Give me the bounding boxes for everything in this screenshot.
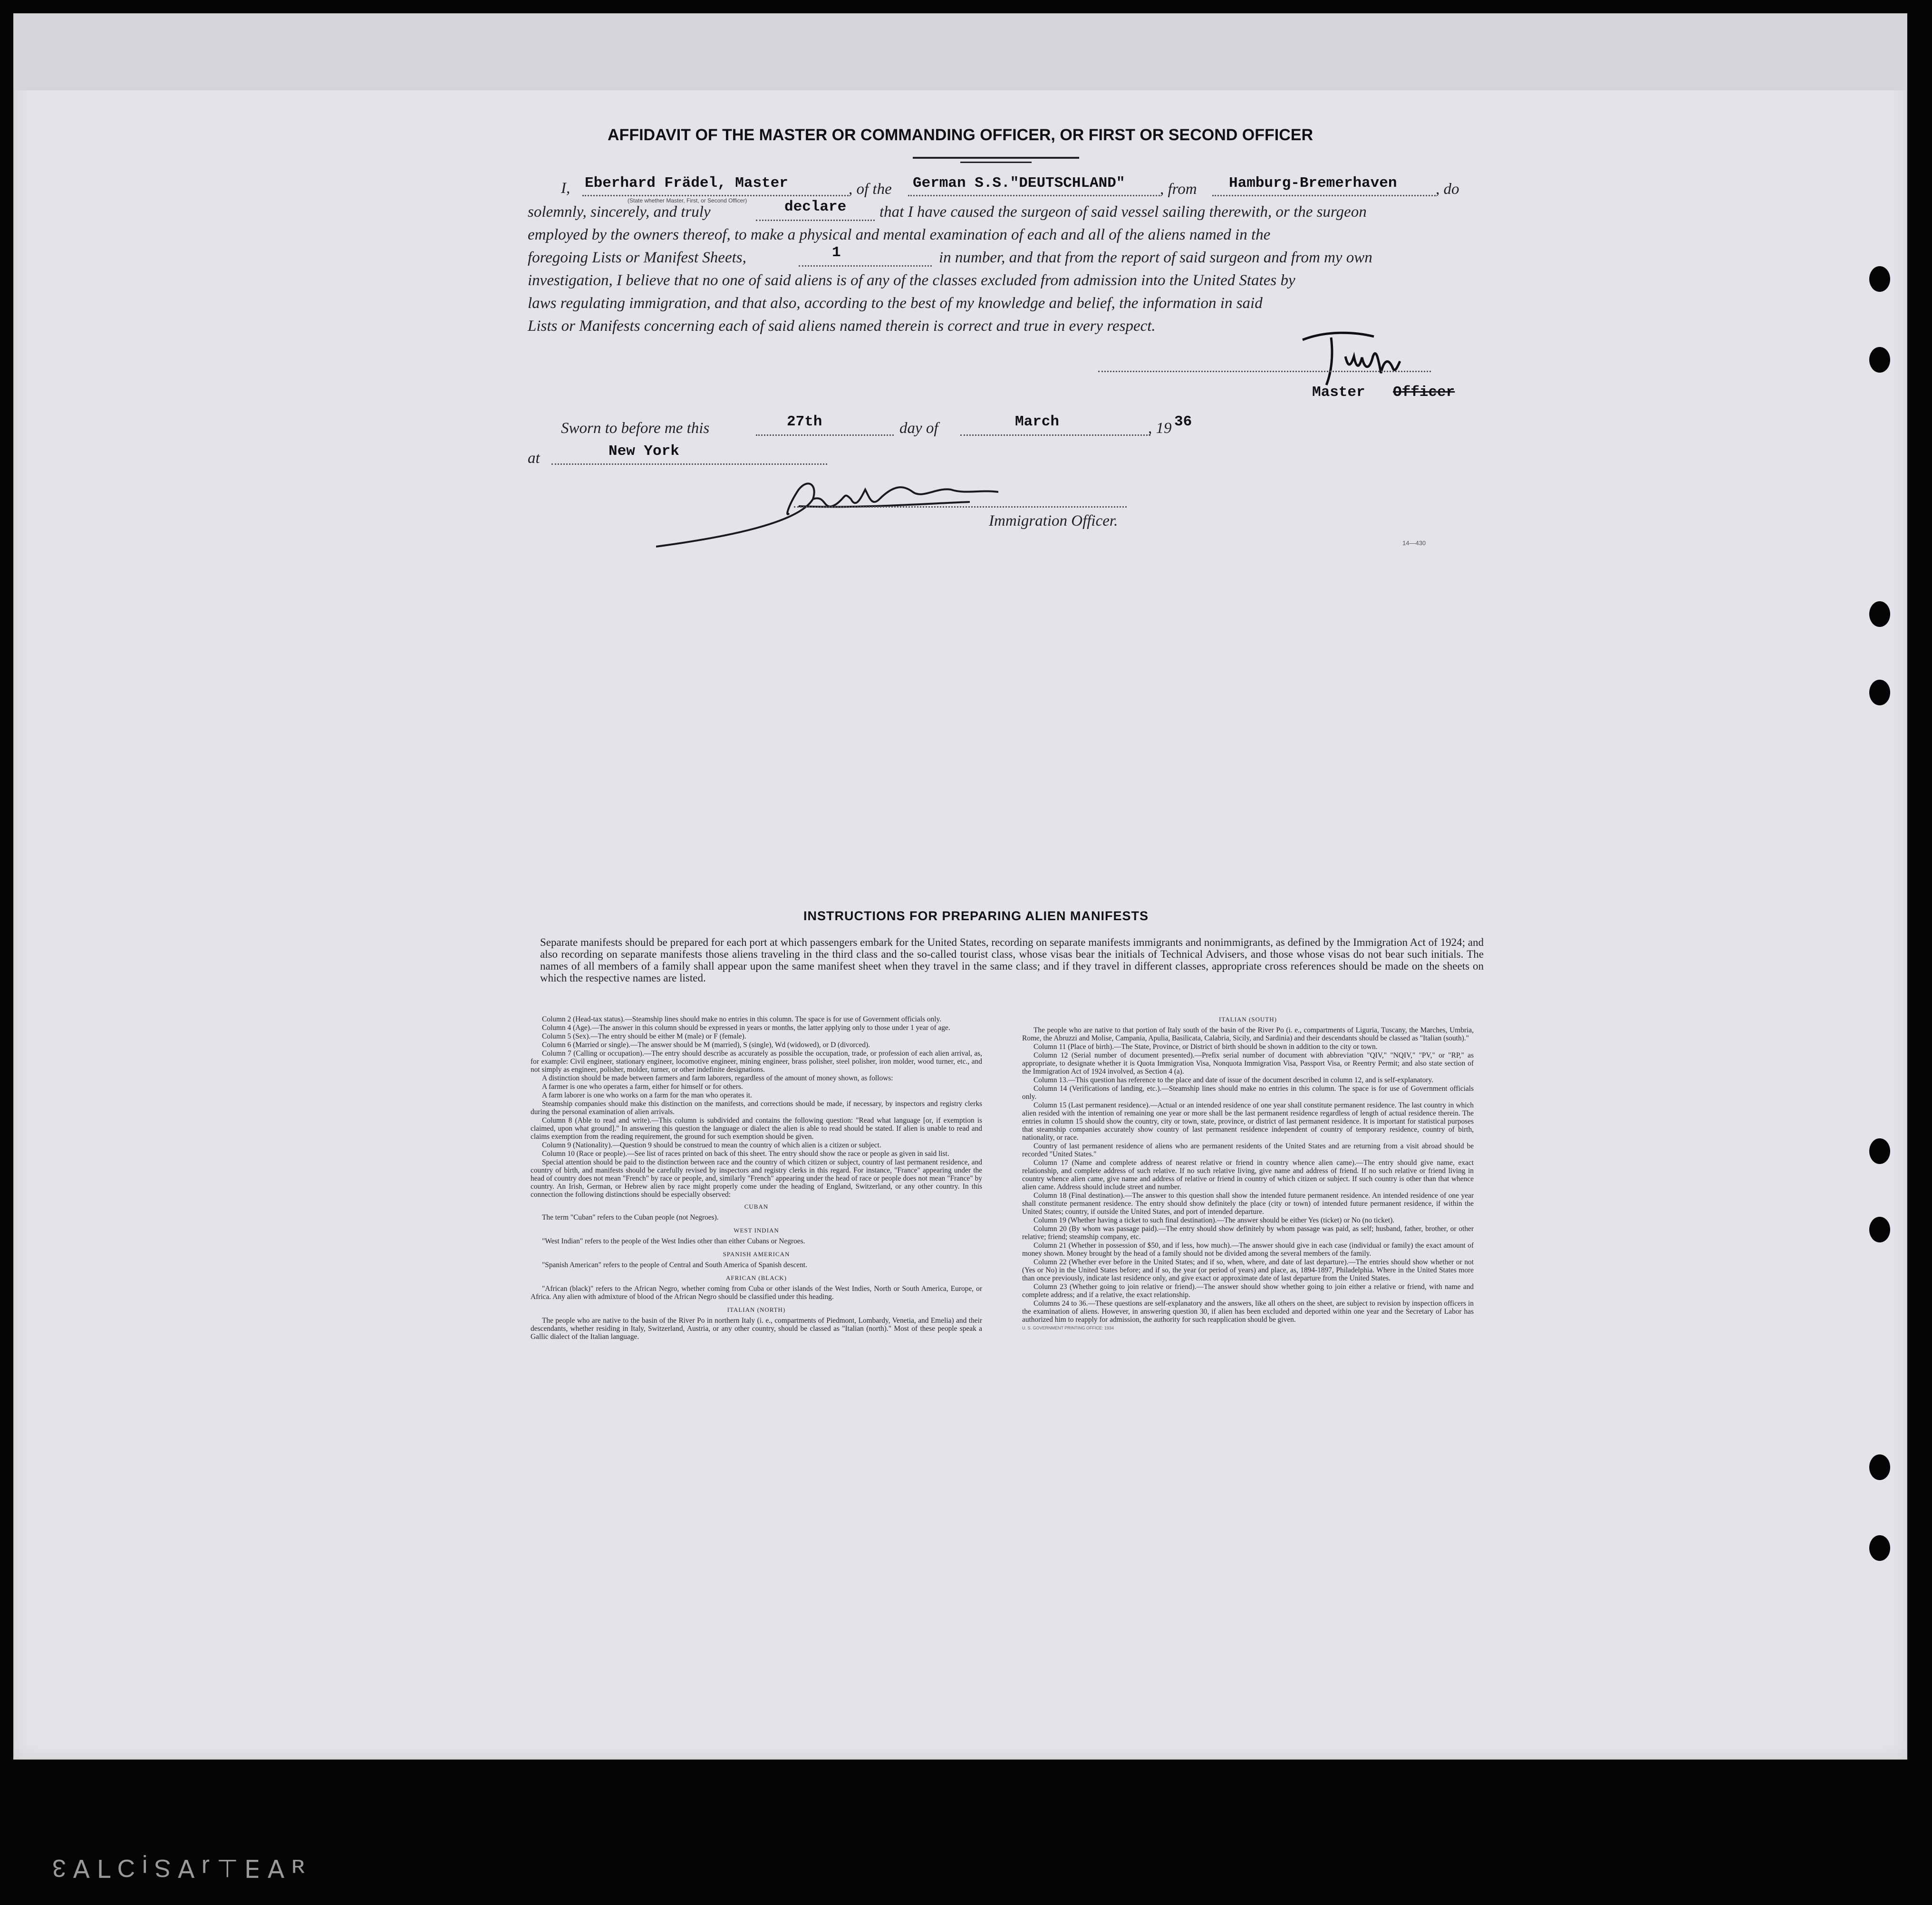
officer-signature: [656, 471, 1112, 551]
do-text: , do: [1436, 181, 1459, 198]
sworn-place: New York: [609, 443, 679, 460]
line4-b: in number, and that from the report of said surgeon and from my own: [939, 249, 1372, 266]
affidavit-i: I,: [561, 180, 570, 197]
left-para: Steamship companies should make this distinction on the manifests, and corrections should be made, if necessary, by inspectors and registry clerks during the personal examination of alien arrivals.: [531, 1100, 982, 1116]
line4-a: foregoing Lists or Manifest Sheets,: [528, 249, 746, 266]
right-para: Column 13.—This question has reference to the place and date of issue of the document described in column 12, and is self-explanatory.: [1034, 1076, 1433, 1084]
instructions-right-column: [1022, 1015, 1474, 1330]
right-para: Column 17 (Name and complete address of nearest relative or friend in country whence alien came).—The entry should give name, exact relationship, and complete address of such relative. If no such relative living, give name and address of friend. If no such relative or friend living in country whence alien came, give name and address of relative or friend in country of which citizen or subject. If such country is other than that whence alien came. Address should include street and number.: [1022, 1159, 1474, 1191]
italian-south-heading: ITALIAN (SOUTH): [1219, 1016, 1277, 1023]
punch-hole: [1869, 680, 1890, 705]
vessel-name: German S.S."DEUTSCHLAND": [913, 175, 1125, 192]
right-para: Column 19 (Whether having a ticket to such final destination).—The answer should be either Yes (ticket) or No (no ticket).: [1034, 1216, 1395, 1224]
year-prefix: , 19: [1148, 420, 1172, 437]
sworn-month: March: [1015, 414, 1060, 430]
african-heading: AFRICAN (BLACK): [725, 1274, 787, 1281]
master-name-line: [582, 195, 849, 196]
left-para: A farm laborer is one who works on a farm for the man who operates it.: [542, 1091, 752, 1099]
signer-title: Master: [1312, 384, 1365, 401]
officer-label: Immigration Officer.: [989, 512, 1118, 529]
sheets-count: 1: [832, 244, 841, 261]
italian-north-heading: ITALIAN (NORTH): [727, 1306, 786, 1313]
instructions-left-column: [531, 1015, 982, 1341]
italian-north-text: The people who are native to the basin of the River Po in northern Italy (i. e., compartments of Piedmont, Lombardy, Venetia, and Emelia) and their descendants, whether residing in Italy, Switzerland, Austria, or any other country, should be classed as "Italian (north)." Most of these people speak a Gallic dialect of the Italian language.: [531, 1317, 982, 1341]
line2-b: that I have caused the surgeon of said vessel sailing therewith, or the surgeon: [879, 203, 1367, 221]
line3: employed by the owners thereof, to make a physical and mental examination of each and all of the aliens named in the: [528, 226, 1271, 243]
right-para: Column 22 (Whether ever before in the United States; and if so, when, where, and date of last departure).—The entries should show whether or not (Yes or No) in the United States before; and if so, the year (or period of years) and place, as, 1894-1897, Philadelphia. Where in the United States more than once previously, indicate last residence only, and give exact or approximate date of last departure from the United States.: [1022, 1258, 1474, 1282]
master-signature: [1298, 328, 1440, 390]
rank-note: (State whether Master, First, or Second Officer): [628, 197, 747, 204]
left-para: A farmer is one who operates a farm, either for himself or for others.: [542, 1083, 743, 1091]
departure-port: Hamburg-Bremerhaven: [1229, 175, 1397, 192]
right-para: Column 18 (Final destination).—The answer to this question shall show the intended future permanent residence. An intended residence of one year shall constitute permanent residence. The entry should show definitely the place (city or town) of intended future permanent residence, if within the United States; country, if outside the United States, and port of intended departure.: [1022, 1192, 1474, 1216]
right-para: Columns 24 to 36.—These questions are self-explanatory and the answers, like all others on the sheet, are subject to revision by inspection officers in the examination of aliens. However, in answering question 30, if alien has been excluded and deported within one year and the Secretary of Labor has authorized him to reapply for admission, the authority for such reapplication should be given.: [1022, 1299, 1474, 1324]
vessel-line: [908, 195, 1160, 196]
day-line: [756, 434, 894, 436]
form-number: 14—430: [1402, 539, 1426, 547]
sheet-top-edge: [14, 14, 1906, 90]
master-name: Eberhard Frädel, Master: [585, 175, 788, 192]
punch-hole: [1869, 1454, 1890, 1480]
punch-hole: [1869, 266, 1890, 292]
left-para: Column 9 (Nationality).—Question 9 should be construed to mean the country of which alien is a citizen or subject.: [542, 1141, 881, 1149]
from-text: , from: [1160, 181, 1197, 198]
manifest-sheet: [13, 13, 1907, 1760]
left-para: Column 5 (Sex).—The entry should be either M (male) or F (female).: [542, 1032, 746, 1040]
struck-officer: Officer: [1393, 384, 1455, 401]
right-para: The people who are native to that portion of Italy south of the basin of the River Po (i. e., compartments of Liguria, Tuscany, the Marches, Umbria, Rome, the Abruzzi and Molise, Campania, Apulia, Basilicata, Calabria, Sicily, and Sardinia) and their descendants should be classed as "Italian (south).": [1022, 1026, 1474, 1042]
spanish-american-heading: SPANISH AMERICAN: [723, 1251, 790, 1258]
west-indian-heading: WEST INDIAN: [734, 1227, 779, 1234]
punch-hole: [1869, 1138, 1890, 1164]
punch-hole: [1869, 1217, 1890, 1242]
left-para: Special attention should be paid to the distinction between race and the country of which citizen or subject, country of last permanent residence, and country of birth, and manifests should be carefully revised by inspectors and registry clerks in this regard. For instance, "France" appearing under the head of country does not mean "French" by race or people, and, similarly "French" appearing under the head of race or people does not mean "France" by country. An Irish, German, or Hebrew alien by race might properly come under the heading of England, Switzerland, or any other country. In this connection the following distinctions should be especially observed:: [531, 1158, 982, 1199]
signature-line: [1098, 371, 1431, 372]
right-para: Column 15 (Last permanent residence).—Actual or an intended residence of one year shall constitute permanent residence. The last country in which alien resided with the intention of remaining one year or more shall be the last permanent residence regardless of length of actual residence therein. The entries in column 15 should show the country, city or town, state, province, or district of last permanent residence. It is important for statistical purposes that steamship companies accurately show country of last permanent residence independent of country of temporary residence, country of birth, nationality, or race.: [1022, 1101, 1474, 1142]
officer-line: [794, 506, 1127, 508]
punch-hole: [1869, 347, 1890, 373]
printer-note: U. S. GOVERNMENT PRINTING OFFICE: 1934: [1022, 1326, 1114, 1330]
day-of-text: day of: [899, 420, 938, 437]
african-text: "African (black)" refers to the African Negro, whether coming from Cuba or other islands of the West Indies, North or South America, Europe, or Africa. Any alien with admixture of blood of the African Negro should be classified under this heading.: [531, 1285, 982, 1301]
sworn-day: 27th: [787, 414, 822, 430]
month-line: [960, 434, 1150, 436]
spanish-american-text: "Spanish American" refers to the people of Central and South America of Spanish descent.: [542, 1261, 807, 1269]
left-para: Column 6 (Married or single).—The answer should be M (married), S (single), Wd (widowed), or D (divorced).: [542, 1041, 870, 1049]
left-para: Column 4 (Age).—The answer in this column should be expressed in years or months, the latter applying only to those under 1 year of age.: [542, 1024, 950, 1032]
count-line: [799, 265, 932, 267]
right-para: Column 14 (Verifications of landing, etc.).—Steamship lines should make no entries in this column. The space is for use of Government officials only.: [1022, 1085, 1474, 1101]
at-text: at: [528, 450, 540, 467]
line2-a: solemnly, sincerely, and truly: [528, 203, 711, 221]
port-line: [1212, 195, 1436, 196]
right-para: Column 20 (By whom was passage paid).—The entry should show definitely by whom passage was paid, as self; husband, father, brother, or other relative; friend; steamship company, etc.: [1022, 1225, 1474, 1241]
instructions-title: INSTRUCTIONS FOR PREPARING ALIEN MANIFESTS: [803, 909, 1149, 923]
place-line: [551, 463, 827, 465]
right-para: Column 11 (Place of birth).—The State, Province, or District of birth should be shown in addition to the city or town.: [1034, 1043, 1378, 1051]
declare-word: declare: [784, 199, 847, 215]
right-para: Country of last permanent residence of aliens who are permanent residents of the United States and are returning from a visit abroad should be recorded "United States.": [1022, 1142, 1474, 1158]
line5: investigation, I believe that no one of said aliens is of any of the classes excluded from admission into the United States by: [528, 272, 1295, 289]
left-para: A distinction should be made between farmers and farm laborers, regardless of the amount of money shown, as follows:: [542, 1074, 893, 1082]
left-para: Column 10 (Race or people).—See list of races printed on back of this sheet. The entry should show the race or people as given in said list.: [542, 1150, 949, 1158]
sworn-text: Sworn to before me this: [561, 420, 710, 437]
cuban-heading: CUBAN: [744, 1203, 769, 1210]
of-the-text: , of the: [849, 181, 892, 198]
left-para: Column 2 (Head-tax status).—Steamship lines should make no entries in this column. The space is for use of Government officials only.: [542, 1015, 942, 1023]
cuban-text: The term "Cuban" refers to the Cuban people (not Negroes).: [542, 1213, 719, 1222]
affidavit-title: AFFIDAVIT OF THE MASTER OR COMMANDING OFFICER, OR FIRST OR SECOND OFFICER: [608, 126, 1313, 144]
declare-line: [756, 220, 875, 221]
line6: laws regulating immigration, and that also, according to the best of my knowledge and belief, the information in said: [528, 295, 1263, 312]
west-indian-text: "West Indian" refers to the people of the West Indies other than either Cubans or Negroes.: [542, 1237, 805, 1245]
title-rule-short: [960, 162, 1032, 163]
instructions-intro: Separate manifests should be prepared for each port at which passengers embark for the United States, recording on separate manifests immigrants and nonimmigrants, as defined by the Immigration Act of 1924; and also recording on separate manifests those aliens traveling in the third class and the so-called tourist class, whose visas bear the initials of Technical Advisers, and those whose visas do not bear such initials. The names of all members of a family shall appear upon the same manifest sheet when they travel in the same class; and if they travel in different classes, appropriate cross references should be made on the sheets on which the respective names are listed.: [540, 936, 1484, 984]
right-para: Column 12 (Serial number of document presented).—Prefix serial number of document with abbreviation "QIV," "NQIV," "PV," or "RP," as appropriate, to designate whether it is Quota Immigration Visa, Nonquota Immigration Visa, Passport Visa, or Reentry Permit; and also state section of the Immigration Act of 1924 involved, as Section 4 (a).: [1022, 1051, 1474, 1076]
line7: Lists or Manifests concerning each of said aliens named therein is correct and true in every respect.: [528, 318, 1156, 335]
title-rule: [913, 157, 1079, 159]
punch-hole: [1869, 601, 1890, 627]
punch-hole: [1869, 1535, 1890, 1561]
right-para: Column 21 (Whether in possession of $50, and if less, how much).—The answer should give in each case (individual or family) the exact amount of money shown. Money brought by the head of a family should not be divided among the several members of the family.: [1022, 1241, 1474, 1258]
left-para: Column 7 (Calling or occupation).—The entry should describe as accurately as possible the occupation, trade, or profession of each alien arrival, as, for example: Civil engineer, stationary engineer, locomotive engineer, mining engineer, brass polisher, steel polisher, iron molder, wood turner, etc., and not simply as engineer, polisher, molder, turner, or other indefinite designations.: [531, 1049, 982, 1074]
year-suffix: 36: [1174, 414, 1192, 430]
left-para: Column 8 (Able to read and write).—This column is subdivided and contains the following question: "Read what language [or, if exemption is claimed, upon what ground]." In answering this question the language or dialect the alien is able to read should be stated. If alien is unable to read and claims exemption from the reading requirement, the ground for such exemption should be given.: [531, 1116, 982, 1141]
right-para: Column 23 (Whether going to join relative or friend).—The answer should show whether going to join either a relative or friend, with name and complete address; and if a relative, the exact relationship.: [1022, 1283, 1474, 1299]
film-edge-marks: ᴚ ∀ ∃ ⊥ ɹ ∀ S ᴉ Ɔ Ꞁ ∀ 3: [52, 1854, 305, 1882]
